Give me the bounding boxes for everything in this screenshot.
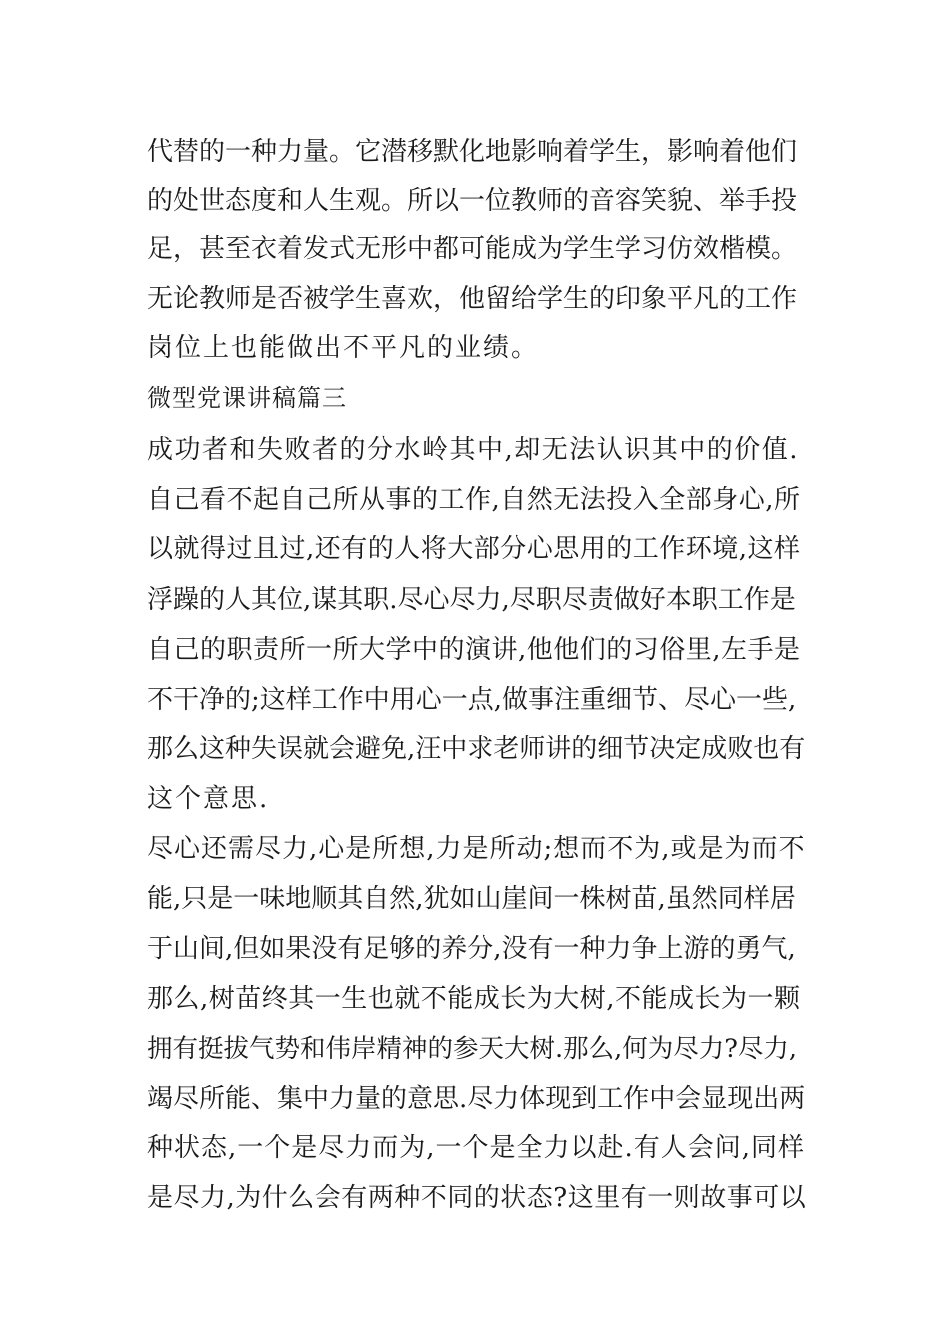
paragraph-line: 竭尽所能、集中力量的意思.尽力体现到工作中会显现出两: [147, 1084, 806, 1114]
paragraph-line: 的处世态度和人生观。所以一位教师的音容笑貌、举手投: [147, 186, 798, 216]
paragraph-line: 不干净的;这样工作中用心一点,做事注重细节、尽心一些,: [147, 685, 797, 715]
paragraph-line: 岗位上也能做出不平凡的业绩。: [147, 333, 540, 363]
paragraph-line: 于山间,但如果没有足够的养分,没有一种力争上游的勇气,: [147, 934, 796, 964]
paragraph-line: 自己的职责所一所大学中的演讲,他他们的习俗里,左手是: [147, 635, 801, 665]
paragraph-line: 足，甚至衣着发式无形中都可能成为学生学习仿效楷模。: [147, 234, 798, 264]
paragraph-line: 能,只是一味地顺其自然,犹如山崖间一株树苗,虽然同样居: [147, 884, 796, 914]
paragraph-line: 种状态,一个是尽力而为,一个是全力以赴.有人会问,同样: [147, 1133, 806, 1163]
paragraph-line: 以就得过且过,还有的人将大部分心思用的工作环境,这样: [147, 534, 801, 564]
paragraph-line: 是尽力,为什么会有两种不同的状态?这里有一则故事可以: [147, 1183, 807, 1213]
paragraph-line: 尽心还需尽力,心是所想,力是所动;想而不为,或是为而不: [147, 834, 806, 864]
paragraph-line: 代替的一种力量。它潜移默化地影响着学生，影响着他们: [147, 137, 798, 167]
paragraph-line: 无论教师是否被学生喜欢，他留给学生的印象平凡的工作: [147, 284, 798, 314]
paragraph-line: 自己看不起自己所从事的工作,自然无法投入全部身心,所: [147, 485, 801, 515]
paragraph-line: 那么,树苗终其一生也就不能成长为大树,不能成长为一颗: [147, 984, 801, 1014]
paragraph-line: 成功者和失败者的分水岭其中,却无法认识其中的价值.: [147, 435, 800, 465]
section-heading: 微型党课讲稿篇三: [147, 384, 347, 412]
paragraph-line: 浮躁的人其位,谋其职.尽心尽力,尽职尽责做好本职工作是: [147, 585, 796, 615]
paragraph-line: 这个意思.: [147, 784, 270, 814]
paragraph-line: 那么这种失误就会避免,汪中求老师讲的细节决定成败也有: [147, 734, 806, 764]
paragraph-line: 拥有挺拔气势和伟岸精神的参天大树.那么,何为尽力?尽力,: [147, 1034, 797, 1064]
